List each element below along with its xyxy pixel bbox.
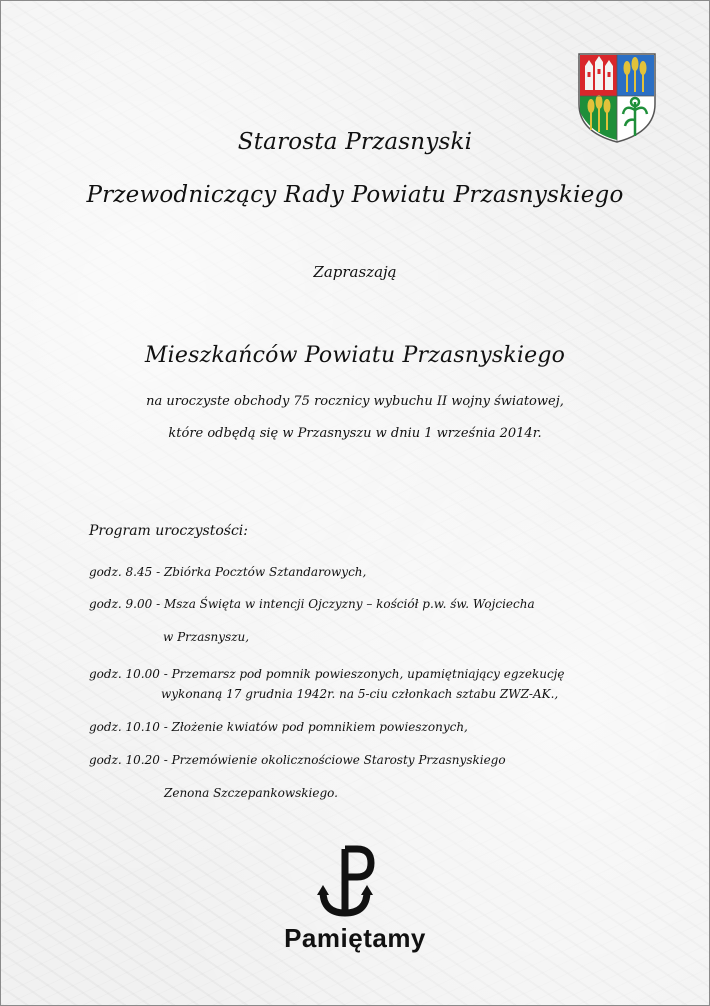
program-item-2: godz. 9.00 - Msza Święta w intencji Ojczyzny – kościół p.w. św. Wojciecha: [89, 597, 535, 611]
program-item-5-cont: Zenona Szczepankowskiego.: [164, 786, 338, 800]
program-title: Program uroczystości:: [89, 523, 248, 539]
title-line-1: Starosta Przasnyski: [237, 129, 473, 155]
program-item-5: godz. 10.20 - Przemówienie okolicznościowe Starosty Przasnyskiego: [89, 753, 506, 767]
program-item-2-cont: w Przasnyszu,: [163, 630, 250, 644]
program-item-3-cont: wykonaną 17 grudnia 1942r. na 5-ciu członkach sztabu ZWZ-AK.,: [161, 687, 559, 701]
addressee-title: Mieszkańców Powiatu Przasnyskiego: [144, 343, 566, 368]
program-item-4: godz. 10.10 - Złożenie kwiatów pod pomnikiem powieszonych,: [89, 720, 468, 734]
addressee-line-1: na uroczyste obchody 75 rocznicy wybuchu II wojny światowej,: [146, 394, 564, 409]
title-line-2: Przewodniczący Rady Powiatu Przasnyskiego: [86, 182, 624, 208]
program-item-3: godz. 10.00 - Przemarsz pod pomnik powieszonych, upamiętniający egzekucję: [89, 667, 565, 681]
invite-text: Zapraszają: [313, 263, 397, 281]
polska-walczaca-anchor-icon: [317, 841, 381, 917]
footer-motto: Pamiętamy: [284, 923, 426, 953]
addressee-line-2: które odbędą się w Przasnyszu w dniu 1 września 2014r.: [168, 426, 542, 441]
program-item-1: godz. 8.45 - Zbiórka Pocztów Sztandarowych,: [89, 565, 367, 579]
